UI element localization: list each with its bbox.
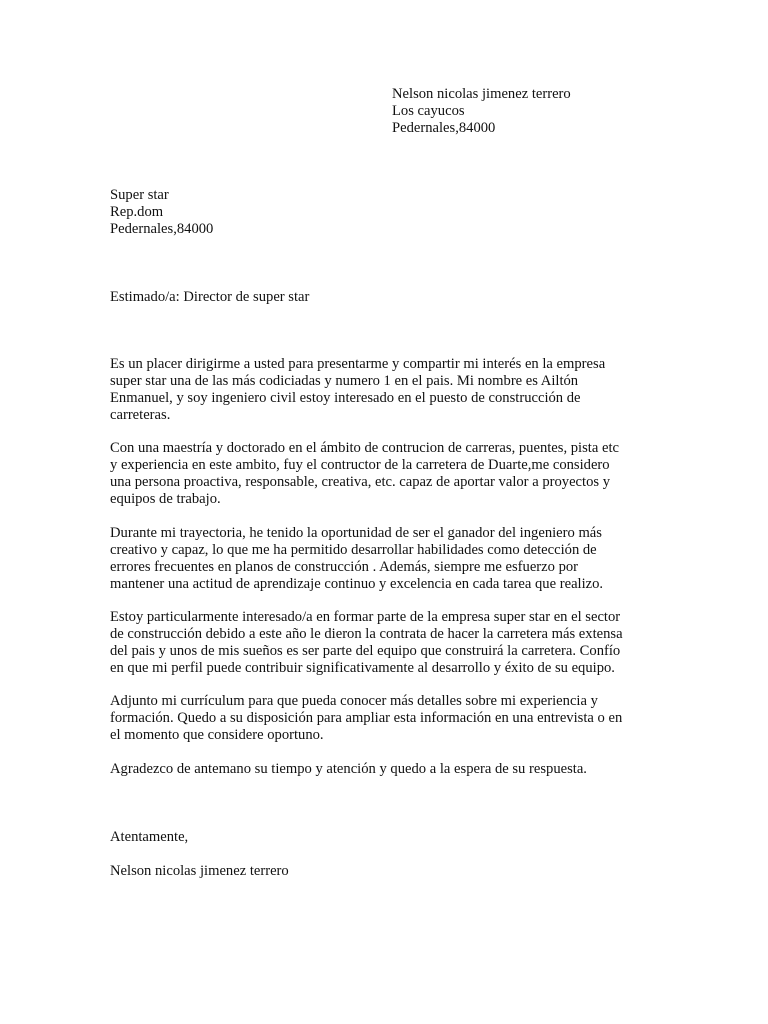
paragraph-line: super star una de las más codiciadas y numero 1 en el pais. Mi nombre es Ailtón	[110, 373, 579, 389]
paragraph-line: formación. Quedo a su disposición para ampliar esta información en una entrevista o en	[110, 710, 623, 726]
body-paragraph-2	[110, 440, 619, 508]
paragraph-line: Adjunto mi currículum para que pueda conocer más detalles sobre mi experiencia y	[110, 693, 598, 709]
signature-name: Nelson nicolas jimenez terrero	[110, 863, 289, 879]
sender-city: Pedernales,84000	[392, 120, 496, 136]
body-paragraph-3	[110, 525, 603, 593]
paragraph-line: Con una maestría y doctorado en el ámbito de contrucion de carreras, puentes, pista etc	[110, 440, 619, 456]
body-paragraph-4	[110, 609, 623, 677]
paragraph-line: Durante mi trayectoria, he tenido la oportunidad de ser el ganador del ingeniero más	[110, 525, 602, 541]
sender-address	[392, 86, 571, 137]
paragraph-line: carreteras.	[110, 407, 171, 423]
sender-name: Nelson nicolas jimenez terrero	[392, 86, 571, 102]
paragraph-line: Enmanuel, y soy ingeniero civil estoy interesado en el puesto de construcción de	[110, 390, 581, 406]
paragraph-line: Es un placer dirigirme a usted para presentarme y compartir mi interés en la empresa	[110, 356, 606, 372]
paragraph-line: y experiencia en este ambito, fuy el contructor de la carretera de Duarte,me considero	[110, 457, 610, 473]
recipient-name: Super star	[110, 187, 169, 203]
paragraph-line: Estoy particularmente interesado/a en formar parte de la empresa super star en el sector	[110, 609, 621, 625]
body-paragraph-6	[110, 761, 587, 778]
recipient-city: Pedernales,84000	[110, 221, 214, 237]
paragraph-line: el momento que considere oportuno.	[110, 727, 324, 743]
body-paragraph-5	[110, 693, 622, 744]
paragraph-line: una persona proactiva, responsable, creativa, etc. capaz de aportar valor a proyectos y	[110, 474, 610, 490]
paragraph-line: en que mi perfil puede contribuir significativamente al desarrollo y éxito de su equipo.	[110, 660, 615, 676]
closing-text: Atentamente,	[110, 829, 189, 845]
salutation	[110, 289, 309, 306]
sender-street: Los cayucos	[392, 103, 465, 119]
paragraph-line: creativo y capaz, lo que me ha permitido desarrollar habilidades como detección de	[110, 542, 597, 558]
paragraph-line: mantener una actitud de aprendizaje continuo y excelencia en cada tarea que realizo.	[110, 576, 604, 592]
recipient-country: Rep.dom	[110, 204, 164, 220]
salutation-text: Estimado/a: Director de super star	[110, 289, 310, 305]
paragraph-line: del pais y unos de mis sueños es ser parte del equipo que construirá la carretera. Confío	[110, 643, 621, 659]
recipient-address	[110, 187, 213, 238]
body-paragraph-1	[110, 356, 605, 424]
paragraph-line: errores frecuentes en planos de construcción . Además, siempre me esfuerzo por	[110, 559, 579, 575]
paragraph-line: equipos de trabajo.	[110, 491, 221, 507]
paragraph-line: Agradezco de antemano su tiempo y atención y quedo a la espera de su respuesta.	[110, 761, 587, 777]
paragraph-line: de construcción debido a este año le dieron la contrata de hacer la carretera más extensa	[110, 626, 623, 642]
closing	[110, 829, 188, 846]
signature	[110, 863, 289, 880]
